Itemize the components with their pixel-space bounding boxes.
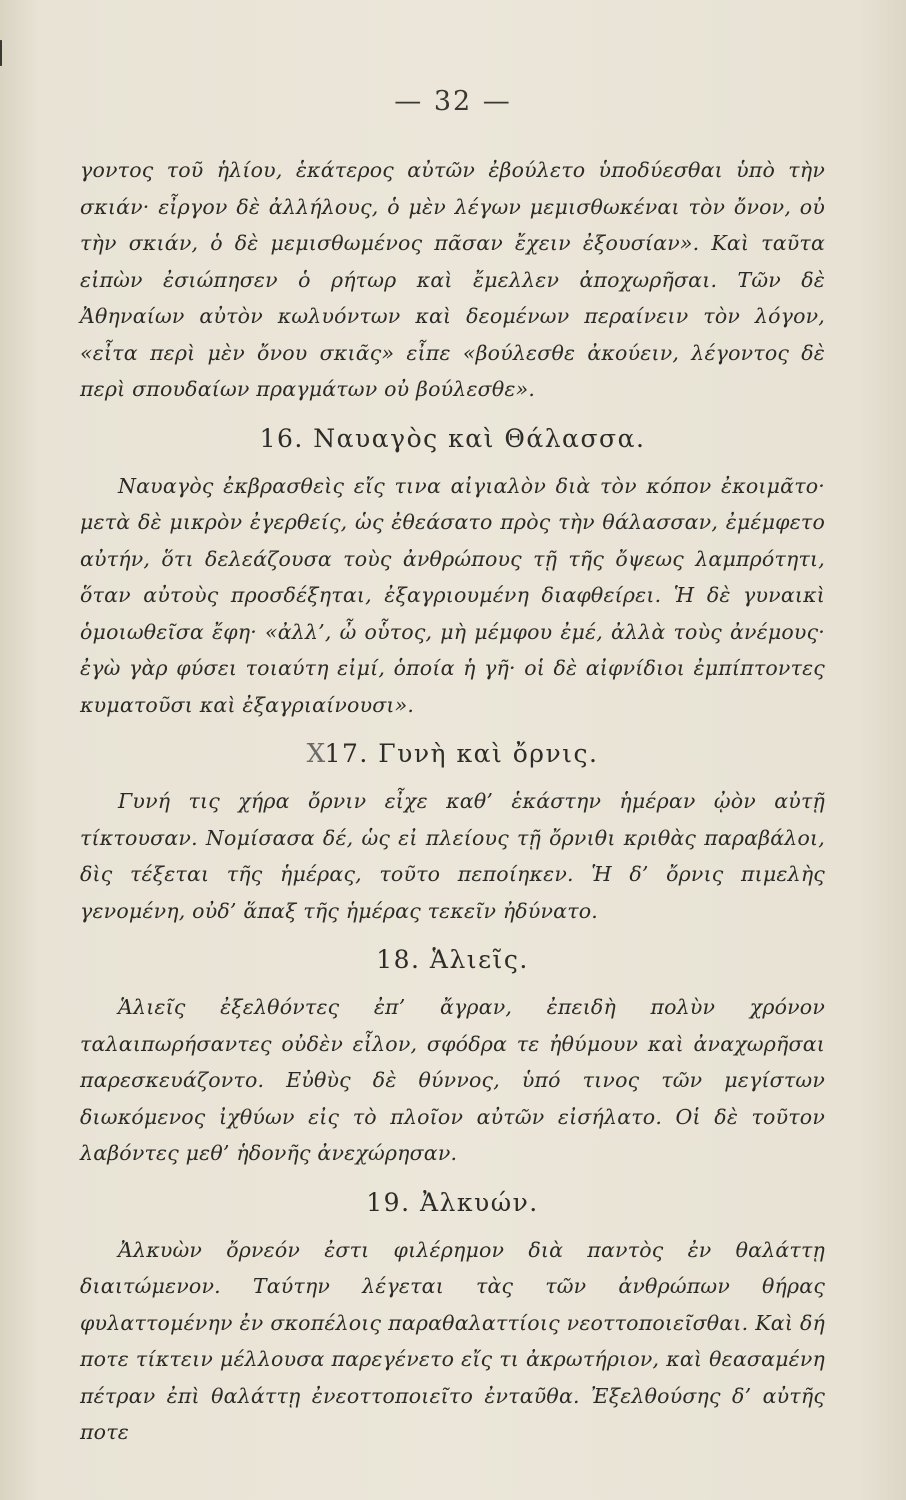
section-title-19 bbox=[80, 1186, 825, 1220]
section-title-19-text: 19. Ἀλκυών. bbox=[366, 1187, 539, 1217]
section-text-16: Ναυαγὸς ἐκβρασθεὶς εἴς τινα αἰγιαλὸν διὰ τὸν κόπον ἐκοιμᾶτο· μετὰ δὲ μικρὸν ἐγερθείς, ὡς ἐθεάσατο πρὸς τὴν θάλασσαν, ἐμέμφετο αὐτήν, ὅτι δελεάζουσα τοὺς ἀνθρώπους τῇ τῆς ὄψεως λαμπρότητι, ὅταν αὐτοὺς προσδέξηται, ἐξαγριουμένη διαφθείρει. Ἡ δὲ γυναικὶ ὁμοιωθεῖσα ἔφη· «ἀλλ’, ὦ οὗτος, μὴ μέμφου ἐμέ, ἀλλὰ τοὺς ἀνέμους· ἐγὼ γὰρ φύσει τοιαύτη εἰμί, ὁποία ἡ γῆ· οἱ δὲ αἰφνίδιοι ἐμπίπτοντες κυματοῦσι καὶ ἐξαγριαίνουσι». bbox=[80, 473, 825, 717]
section-title-18-text: 18. Ἁλιεῖς. bbox=[376, 945, 529, 974]
page-content bbox=[80, 152, 825, 1451]
intro-paragraph: γοντος τοῦ ἡλίου, ἑκάτερος αὐτῶν ἐβούλετο ὑποδύεσθαι ὑπὸ τὴν σκιάν· εἶργον δὲ ἀλλήλους, ὁ μὲν λέγων μεμισθωκέναι τὸν ὄνον, οὐ τὴν σκιάν, ὁ δὲ μεμισθωμένος πᾶσαν ἔχειν ἐξουσίαν». Καὶ ταῦτα εἰπὼν ἐσιώπησεν ὁ ρήτωρ καὶ ἔμελλεν ἀποχωρῆσαι. Τῶν δὲ Ἀθηναίων αὐτὸν κωλυόντων καὶ δεομένων περαίνειν τὸν λόγον, «εἶτα περὶ μὲν ὄνου σκιᾶς» εἶπε «βούλεσθε ἀκούειν, λέγοντος δὲ περὶ σπουδαίων πραγμάτων οὐ βούλεσθε». bbox=[80, 158, 825, 401]
page-edge-mark bbox=[0, 40, 8, 66]
section-text-17: Γυνή τις χήρα ὄρνιν εἶχε καθ’ ἑκάστην ἡμέραν ᾠὸν αὐτῇ τίκτουσαν. Νομίσασα δέ, ὡς εἰ πλείους τῇ ὄρνιθι κριθὰς παραβάλοι, δὶς τέξεται τῆς ἡμέρας, τοῦτο πεποίηκεν. Ἡ δ’ ὄρνις πιμελὴς γενομένη, οὐδ’ ἅπαξ τῆς ἡμέρας τεκεῖν ἠδύνατο. bbox=[80, 789, 825, 923]
handwritten-x-mark: X bbox=[306, 739, 327, 769]
section-title-16-text: 16. Ναυαγὸς καὶ Θάλασσα. bbox=[259, 423, 646, 453]
section-title-16 bbox=[80, 422, 825, 456]
section-title-18 bbox=[80, 943, 825, 977]
section-text-18: Ἁλιεῖς ἐξελθόντες ἐπ’ ἄγραν, ἐπειδὴ πολὺν χρόνον ταλαιπωρήσαντες οὐδὲν εἶλον, σφόδρα τε ἠθύμουν καὶ ἀναχωρῆσαι παρεσκευάζοντο. Εὐθὺς δὲ θύννος, ὑπό τινος τῶν μεγίστων διωκόμενος ἰχθύων εἰς τὸ πλοῖον αὐτῶν εἰσήλατο. Οἱ δὲ τοῦτον λαβόντες μεθ’ ἡδονῆς ἀνεχώρησαν. bbox=[80, 995, 825, 1165]
section-title-17-text: 17. Γυνὴ καὶ ὄρνις. bbox=[324, 739, 599, 768]
section-text-19: Ἀλκυὼν ὄρνεόν ἐστι φιλέρημον διὰ παντὸς ἐν θαλάττῃ διαιτώμενον. Ταύτην λέγεται τὰς τῶν ἀνθρώπων θήρας φυλαττομένην ἐν σκοπέλοις παραθαλαττίοις νεοττοποιεῖσθαι. Καὶ δή ποτε τίκτειν μέλλουσα παρεγένετο εἴς τι ἀκρωτήριον, καὶ θεασαμένη πέτραν ἐπὶ θαλάττῃ ἐνεοττοποιεῖτο ἐνταῦθα. Ἐξελθούσης δ’ αὐτῆς ποτε bbox=[80, 1237, 825, 1444]
page-number: — 32 — bbox=[394, 86, 512, 117]
section-title-17 bbox=[80, 737, 825, 771]
